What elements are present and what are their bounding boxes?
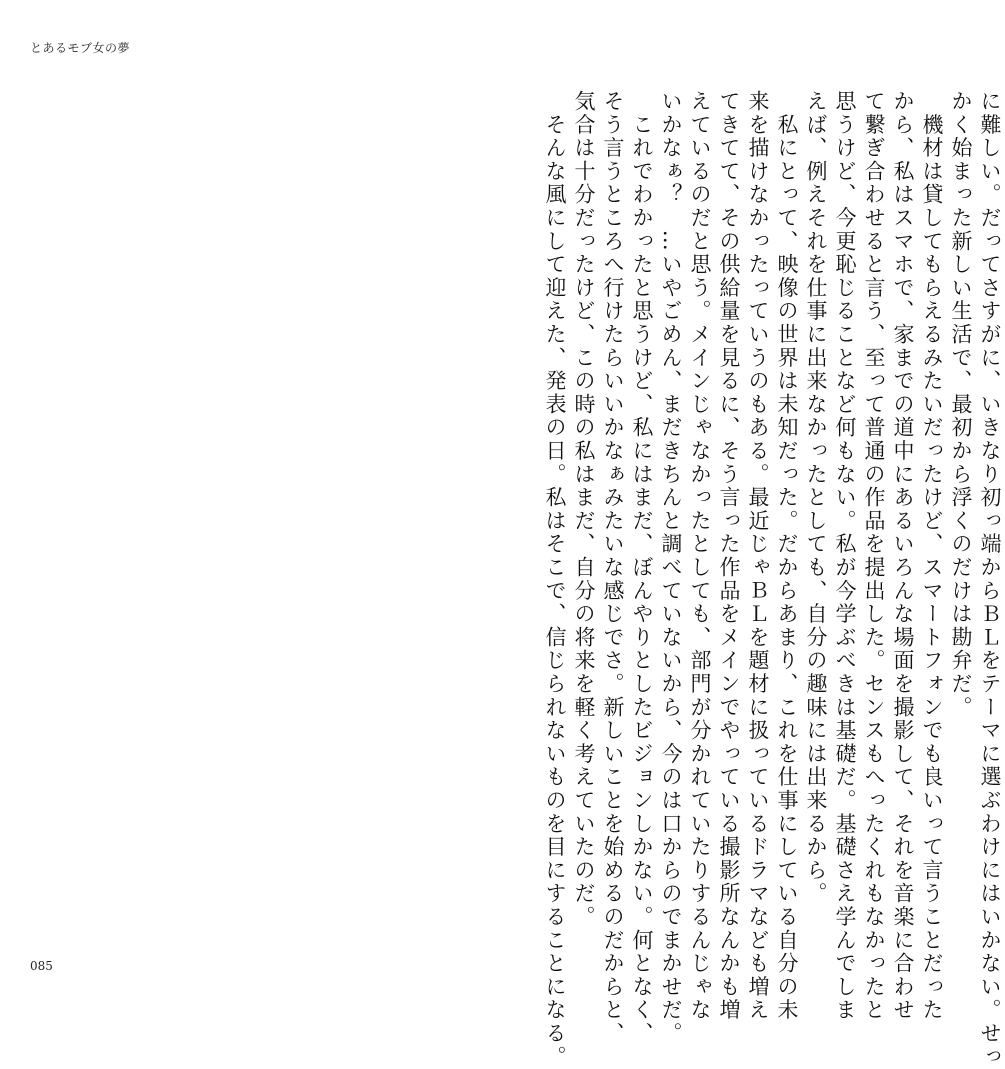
running-header: とあるモブ女の夢	[30, 41, 131, 55]
text-column-3: 機材は貸してもらえるみたいだったけど、スマートフォンでも良いって言うことだった	[920, 90, 944, 1022]
text-column-1: に難しい。だってさすがに、いきなり初っ端からＢＬをテーマに選ぶわけにはいかない。せっ	[978, 90, 1002, 1069]
text-column-11: えているのだと思う。メインじゃなかったとしても、部門が分かれていたりするんじゃな	[688, 90, 712, 1022]
page-number: 085	[30, 959, 53, 973]
text-column-9: 来を描けなかったっていうのもある。最近じゃＢＬを題材に扱っているドラマなども増え	[746, 90, 770, 1022]
text-column-12: いかなぁ？ …いやごめん、まだきちんと調べていないから、今のは口からのでまかせだ。	[659, 90, 683, 1046]
text-column-10: てきてて、その供給量を見るに、そう言った作品をメインでやっている撮影所なんかも増	[717, 90, 741, 1022]
text-column-7: えば、例えそれを仕事に出来なかったとしても、自分の趣味には出来るから。	[804, 90, 828, 906]
text-column-5: て繋ぎ合わせると言う、至って普通の作品を提出した。センスもへったくれもなかったと	[862, 90, 886, 1022]
text-column-4: から、私はスマホで、家までの道中にあるいろんな場面を撮影して、それを音楽に合わせ	[891, 90, 915, 1022]
text-column-16: そんな風にして迎えた、発表の日。私はそこで、信じられないものを目にすることになる。	[543, 90, 567, 1069]
text-column-13: これでわかったと思うけど、私にはまだ、ぼんやりとしたビジョンしかない。何となく、	[630, 90, 654, 1046]
text-column-2: かく始まった新しい生活で、最初から浮くのだけは勘弁だ。	[949, 90, 973, 720]
text-column-14: そう言うところへ行けたらいいかなぁみたいな感じでさ。新しいことを始めるのだからと、	[601, 90, 625, 1046]
text-column-15: 気合は十分だったけど、この時の私はまだ、自分の将来を軽く考えていたのだ。	[572, 90, 596, 929]
text-column-8: 私にとって、映像の世界は未知だった。だからあまり、これを仕事にしている自分の未	[775, 90, 799, 1022]
text-column-6: 思うけど、今更恥じることなど何もない。私が今学ぶべきは基礎だ。基礎さえ学んでしま	[833, 90, 857, 1022]
